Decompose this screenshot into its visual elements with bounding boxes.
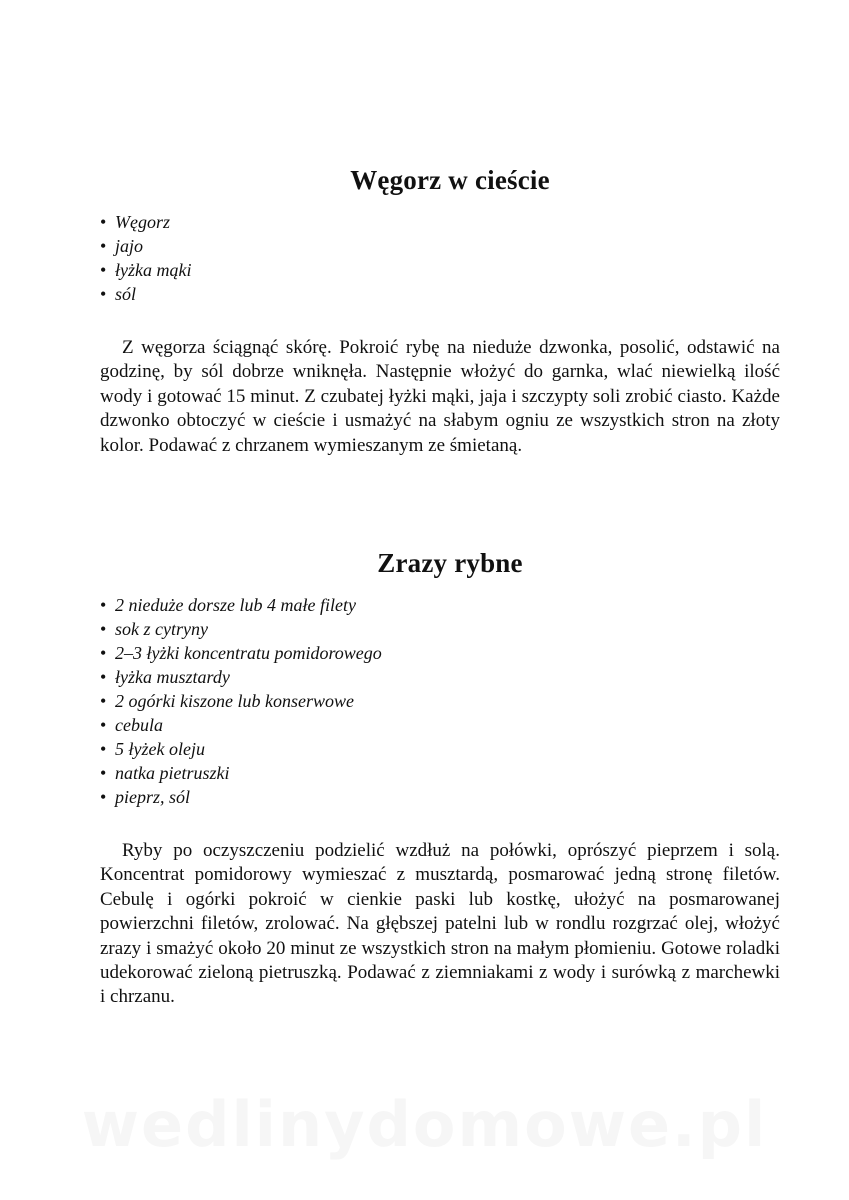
recipe-wegorz bbox=[100, 165, 780, 458]
ingredient-item: • 2–3 łyżki koncentratu pomidorowego bbox=[100, 643, 382, 663]
bullet-icon: • bbox=[100, 739, 107, 759]
bullet-icon: • bbox=[100, 212, 107, 232]
recipe-title: Zrazy rybne bbox=[377, 548, 523, 578]
bullet-icon: • bbox=[100, 643, 107, 663]
recipe-instructions: Ryby po oczyszczeniu podzielić wzdłuż na połówki, oprószyć pieprzem i solą. Koncentrat pomidorowy wymieszać z musztardą, posmarować jedną stronę filetów. Cebulę i ogórki pokroić w cienkie paski lub kostkę, ułożyć na posmarowanej powierzchni filetów, zrolować. Na głębszej patelni lub w rondlu rozgrzać olej, włożyć zrazy i smażyć około 20 minut ze wszystkich stron na małym płomieniu. Gotowe roladki udekorować zieloną pietruszką. Podawać z ziemniakami z wody i surówką z marchewki i chrzanu. bbox=[100, 840, 780, 1008]
watermark: wedlinydomowe.pl bbox=[81, 1088, 768, 1161]
bullet-icon: • bbox=[100, 595, 107, 615]
ingredient-item: • 2 ogórki kiszone lub konserwowe bbox=[100, 691, 354, 711]
ingredient-item: • sok z cytryny bbox=[100, 619, 208, 639]
bullet-icon: • bbox=[100, 667, 107, 687]
recipe-title: Węgorz w cieście bbox=[350, 165, 550, 195]
ingredient-item: • 2 nieduże dorsze lub 4 małe filety bbox=[100, 595, 356, 615]
ingredient-item: • sól bbox=[100, 284, 137, 304]
ingredient-list bbox=[100, 593, 780, 809]
ingredient-item: • jajo bbox=[100, 236, 144, 256]
bullet-icon: • bbox=[100, 691, 107, 711]
bullet-icon: • bbox=[100, 763, 107, 783]
bullet-icon: • bbox=[100, 787, 107, 807]
bullet-icon: • bbox=[100, 715, 107, 735]
bullet-icon: • bbox=[100, 236, 107, 256]
bullet-icon: • bbox=[100, 284, 107, 304]
ingredient-item: • 5 łyżek oleju bbox=[100, 739, 205, 759]
bullet-icon: • bbox=[100, 619, 107, 639]
ingredient-item: • łyżka musztardy bbox=[100, 667, 230, 687]
ingredient-item: • pieprz, sól bbox=[100, 787, 191, 807]
ingredient-item: • łyżka mąki bbox=[100, 260, 192, 280]
ingredient-item: • cebula bbox=[100, 715, 163, 735]
bullet-icon: • bbox=[100, 260, 107, 280]
ingredient-list bbox=[100, 210, 780, 306]
recipe-zrazy-rybne bbox=[100, 548, 780, 1010]
ingredient-item: • Węgorz bbox=[100, 212, 170, 232]
recipe-instructions: Z węgorza ściągnąć skórę. Pokroić rybę na nieduże dzwonka, posolić, odstawić na godzinę, by sól dobrze wniknęła. Następnie włożyć do garnka, wlać niewielką ilość wody i gotować 15 minut. Z czubatej łyżki mąki, jaja i szczypty soli zrobić ciasto. Każde dzwonko obtoczyć w cieście i usmażyć na słabym ogniu ze wszystkich stron na złoty kolor. Podawać z chrzanem wymieszanym ze śmietaną. bbox=[100, 337, 780, 456]
ingredient-item: • natka pietruszki bbox=[100, 763, 230, 783]
